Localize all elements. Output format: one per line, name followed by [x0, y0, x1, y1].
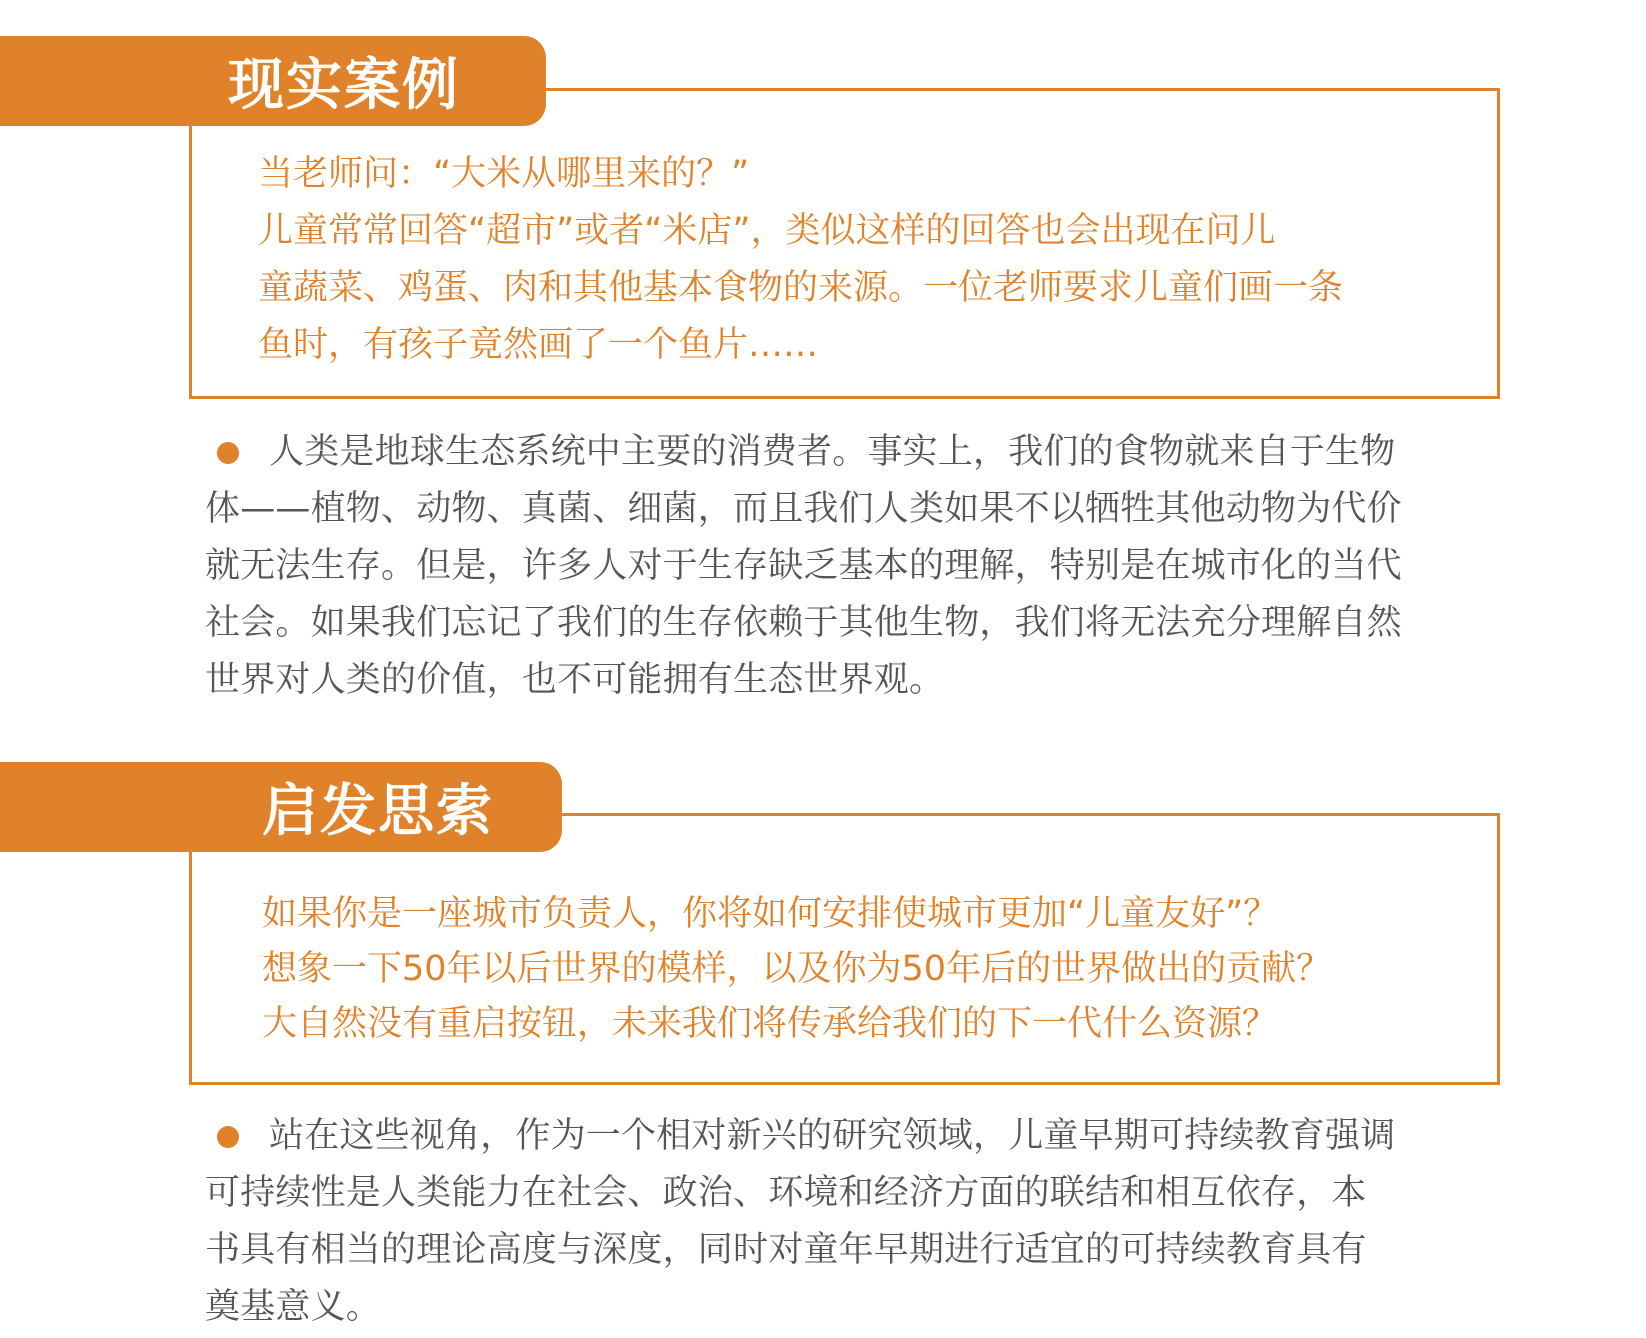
- case-line: 童蔬菜、鸡蛋、肉和其他基本食物的来源。一位老师要求儿童们画一条: [258, 268, 1344, 308]
- paragraph-line-text: 站在这些视角，作为一个相对新兴的研究领域，儿童早期可持续教育强调: [269, 1116, 1396, 1156]
- paragraph-1: [205, 424, 1490, 709]
- case-line: 大自然没有重启按钮，未来我们将传承给我们的下一代什么资源？: [262, 1004, 1278, 1044]
- case-text-1: [258, 146, 1458, 374]
- paragraph-line: 奠基意义。: [205, 1287, 382, 1327]
- case-line: 如果你是一座城市负责人，你将如何安排使城市更加“儿童友好”？: [262, 894, 1279, 934]
- paragraph-line: 就无法生存。但是，许多人对于生存缺乏基本的理解，特别是在城市化的当代: [205, 546, 1402, 586]
- bullet-icon: [217, 1126, 239, 1148]
- paragraph-line: 社会。如果我们忘记了我们的生存依赖于其他生物，我们将无法充分理解自然: [205, 603, 1402, 643]
- bullet-icon: [217, 442, 239, 464]
- section-title-real-case: 现实案例: [0, 36, 546, 126]
- paragraph-2: [205, 1108, 1490, 1336]
- case-line: 儿童常常回答“超市”或者“米店”，类似这样的回答也会出现在问儿: [258, 211, 1276, 251]
- paragraph-line: [205, 424, 1490, 481]
- section-title-reflection: 启发思索: [0, 762, 562, 852]
- paragraph-line: 体——植物、动物、真菌、细菌，而且我们人类如果不以牺牲其他动物为代价: [205, 489, 1402, 529]
- case-text-2: [262, 887, 1462, 1052]
- paragraph-line-text: 人类是地球生态系统中主要的消费者。事实上，我们的食物就来自于生物: [269, 432, 1396, 472]
- case-line: 鱼时，有孩子竟然画了一个鱼片……: [258, 325, 819, 365]
- paragraph-line: [205, 1108, 1490, 1165]
- case-line: 当老师问：“大米从哪里来的？”: [258, 154, 750, 194]
- paragraph-line: 世界对人类的价值，也不可能拥有生态世界观。: [205, 660, 945, 700]
- paragraph-line: 书具有相当的理论高度与深度，同时对童年早期进行适宜的可持续教育具有: [205, 1230, 1367, 1270]
- case-line: 想象一下50年以后世界的模样，以及你为50年后的世界做出的贡献？: [262, 949, 1332, 989]
- paragraph-line: 可持续性是人类能力在社会、政治、环境和经济方面的联结和相互依存，本: [205, 1173, 1367, 1213]
